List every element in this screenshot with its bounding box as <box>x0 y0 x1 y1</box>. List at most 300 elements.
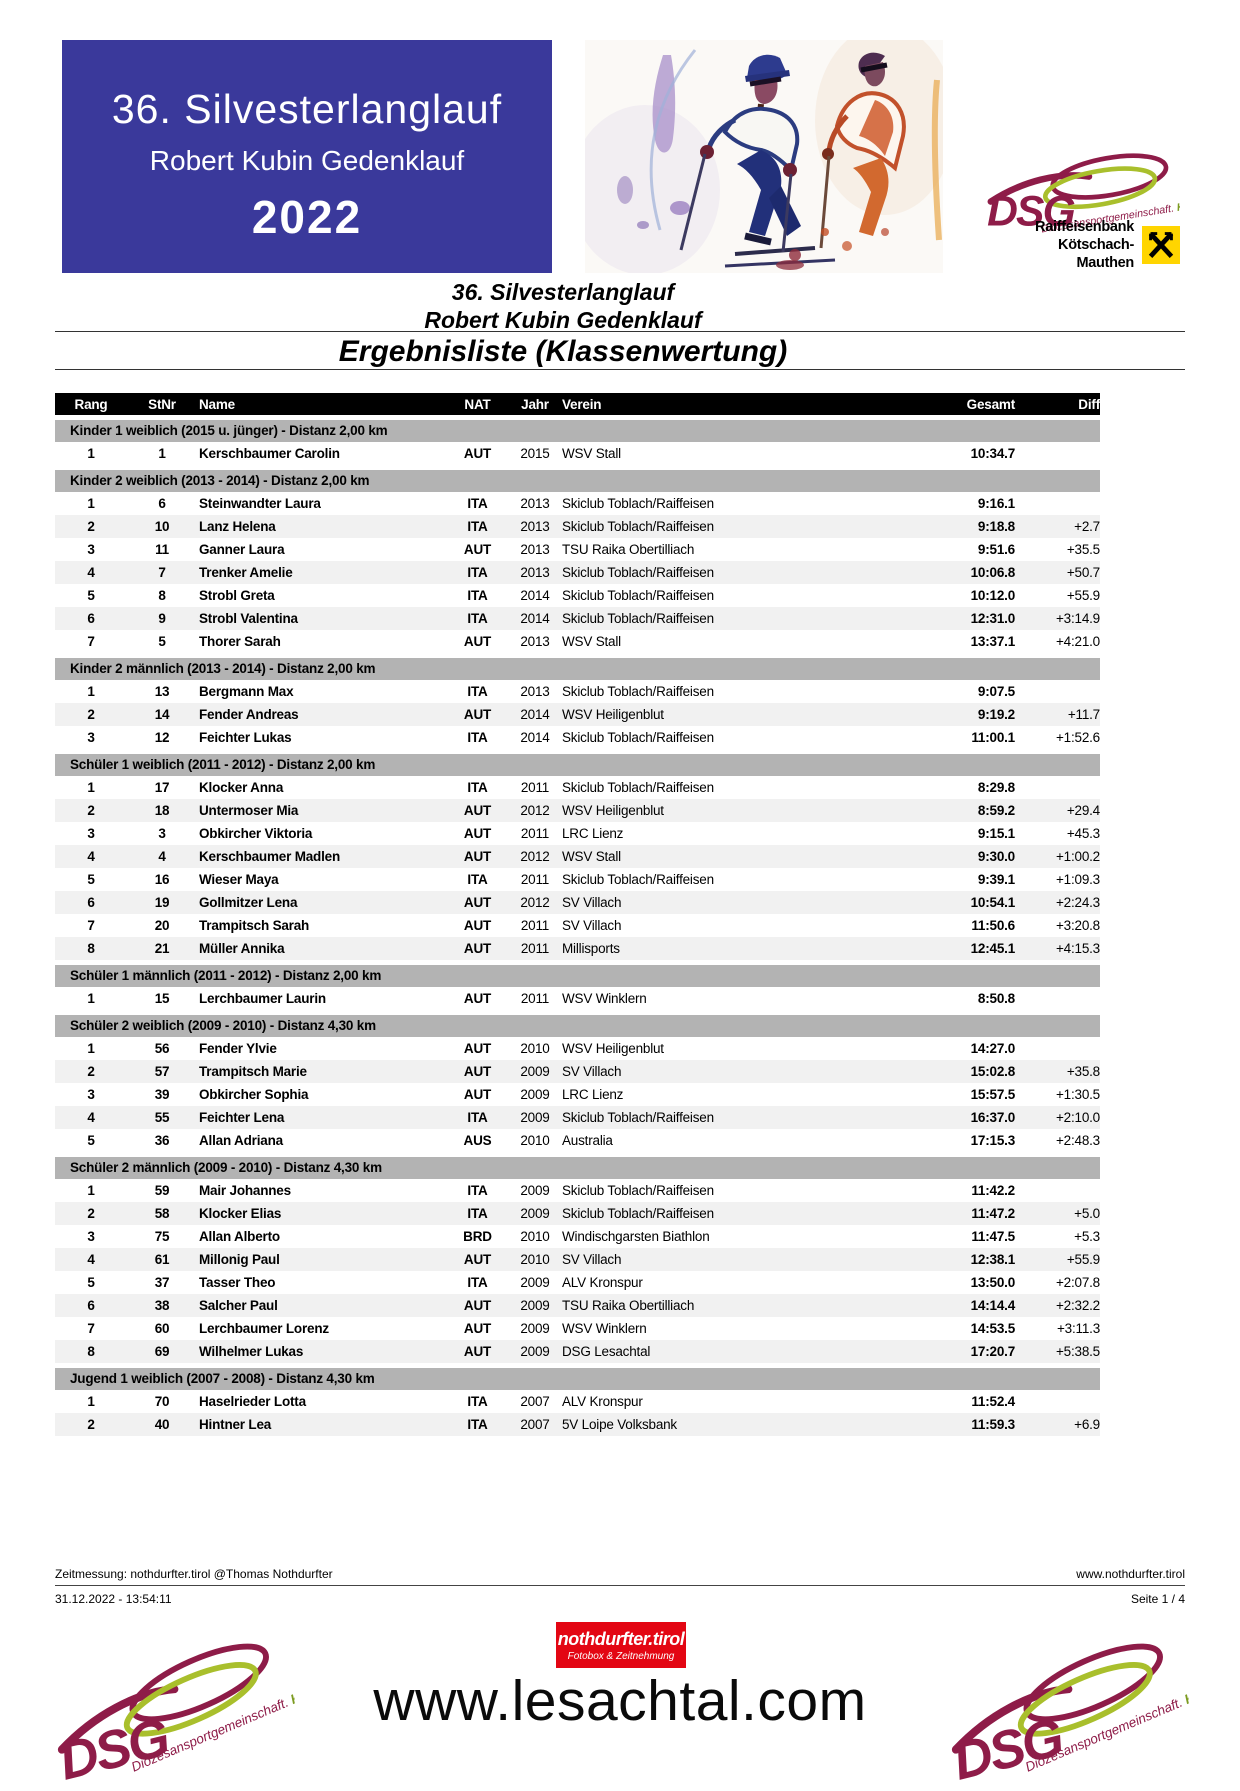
year-cell: 2013 <box>520 519 550 534</box>
total-time-cell: 15:57.5 <box>970 1087 1015 1102</box>
name-cell: Lerchbaumer Lorenz <box>199 1321 329 1336</box>
bib-number-cell: 61 <box>154 1252 170 1267</box>
name-cell: Allan Alberto <box>199 1229 280 1244</box>
total-time-cell: 17:20.7 <box>970 1344 1015 1359</box>
bib-number-cell: 75 <box>154 1229 170 1244</box>
club-cell: SV Villach <box>562 918 622 933</box>
bib-number-cell: 40 <box>154 1417 170 1432</box>
nation-cell: AUT <box>463 803 492 818</box>
nation-cell: AUT <box>463 1252 492 1267</box>
result-row <box>55 1294 1100 1317</box>
col-header-name: Name <box>199 396 235 412</box>
club-cell: 5V Loipe Volksbank <box>562 1417 677 1432</box>
page-number: Seite 1 / 4 <box>1130 1592 1185 1606</box>
nation-cell: AUT <box>463 1087 492 1102</box>
year-cell: 2009 <box>520 1183 550 1198</box>
year-cell: 2014 <box>520 730 550 745</box>
nation-cell: ITA <box>467 684 488 699</box>
year-cell: 2014 <box>520 588 550 603</box>
name-cell: Trenker Amelie <box>199 565 293 580</box>
nation-cell: BRD <box>463 1229 492 1244</box>
rank-cell: 7 <box>87 634 95 649</box>
total-time-cell: 10:06.8 <box>970 565 1015 580</box>
club-cell: LRC Lienz <box>562 1087 624 1102</box>
bib-number-cell: 57 <box>154 1064 170 1079</box>
raiffeisen-logo <box>1012 218 1180 272</box>
col-header-gesamt: Gesamt <box>966 396 1015 412</box>
name-cell: Lerchbaumer Laurin <box>199 991 326 1006</box>
year-cell: 2009 <box>520 1321 550 1336</box>
total-time-cell: 14:14.4 <box>970 1298 1015 1313</box>
club-cell: Skiclub Toblach/Raiffeisen <box>562 780 714 795</box>
year-cell: 2012 <box>520 849 550 864</box>
total-time-cell: 9:39.1 <box>977 872 1015 887</box>
club-cell: Skiclub Toblach/Raiffeisen <box>562 519 714 534</box>
diff-cell: +2:10.0 <box>1055 1110 1100 1125</box>
result-row <box>55 492 1100 515</box>
col-header-rang: Rang <box>74 396 108 412</box>
timing-credit: Zeitmessung: nothdurfter.tirol @Thomas Nothdurfter <box>55 1567 333 1581</box>
club-cell: WSV Stall <box>562 446 621 461</box>
rank-cell: 1 <box>87 780 95 795</box>
divider-line-top <box>55 331 1185 332</box>
nation-cell: AUT <box>463 446 492 461</box>
nation-cell: AUT <box>463 941 492 956</box>
nation-cell: AUT <box>463 991 492 1006</box>
rank-cell: 8 <box>87 1344 95 1359</box>
rank-cell: 1 <box>87 684 95 699</box>
result-row <box>55 1202 1100 1225</box>
club-cell: LRC Lienz <box>562 826 624 841</box>
bib-number-cell: 36 <box>154 1133 170 1148</box>
nation-cell: ITA <box>467 519 488 534</box>
bib-number-cell: 11 <box>155 542 169 557</box>
result-row <box>55 561 1100 584</box>
total-time-cell: 11:47.2 <box>971 1206 1015 1221</box>
name-cell: Wilhelmer Lukas <box>199 1344 304 1359</box>
name-cell: Klocker Elias <box>199 1206 282 1221</box>
result-row <box>55 891 1100 914</box>
result-row <box>55 607 1100 630</box>
total-time-cell: 11:42.2 <box>971 1183 1015 1198</box>
name-cell: Hintner Lea <box>199 1417 272 1432</box>
banner-title: 36. Silvesterlanglauf <box>111 86 503 132</box>
name-cell: Ganner Laura <box>199 542 285 557</box>
result-row <box>55 1340 1100 1363</box>
bib-number-cell: 69 <box>154 1344 170 1359</box>
diff-cell: +55.9 <box>1066 1252 1100 1267</box>
name-cell: Wieser Maya <box>199 872 279 887</box>
name-cell: Allan Adriana <box>199 1133 283 1148</box>
category-bar: Schüler 1 weiblich (2011 - 2012) - Distanz 2,00 km <box>55 754 1100 776</box>
result-row <box>55 845 1100 868</box>
bib-number-cell: 4 <box>158 849 166 864</box>
result-row <box>55 776 1100 799</box>
total-time-cell: 12:45.1 <box>970 941 1015 956</box>
nation-cell: AUT <box>463 707 492 722</box>
rank-cell: 1 <box>87 496 95 511</box>
nation-cell: AUT <box>463 1041 492 1056</box>
name-cell: Millonig Paul <box>199 1252 280 1267</box>
category-bar: Kinder 2 männlich (2013 - 2014) - Distanz 2,00 km <box>55 658 1100 680</box>
year-cell: 2007 <box>520 1417 550 1432</box>
rank-cell: 1 <box>87 1183 95 1198</box>
bib-number-cell: 21 <box>154 941 170 956</box>
category-bar: Schüler 2 weiblich (2009 - 2010) - Distanz 4,30 km <box>55 1015 1100 1037</box>
nation-cell: ITA <box>467 1417 488 1432</box>
bib-number-cell: 39 <box>154 1087 170 1102</box>
year-cell: 2014 <box>520 707 550 722</box>
name-cell: Strobl Valentina <box>199 611 298 626</box>
result-row <box>55 1317 1100 1340</box>
nation-cell: AUT <box>463 895 492 910</box>
name-cell: Haselrieder Lotta <box>199 1394 306 1409</box>
nothdurfter-logo-subtitle: Fotobox & Zeitnehmung <box>567 1650 675 1662</box>
bib-number-cell: 6 <box>158 496 166 511</box>
total-time-cell: 15:02.8 <box>970 1064 1015 1079</box>
print-datetime: 31.12.2022 - 13:54:11 <box>55 1592 172 1606</box>
result-row <box>55 442 1100 465</box>
diff-cell: +29.4 <box>1066 803 1100 818</box>
diff-cell: +5:38.5 <box>1055 1344 1100 1359</box>
club-cell: Australia <box>562 1133 613 1148</box>
banner-subtitle: Robert Kubin Gedenklauf <box>149 145 465 176</box>
club-cell: Skiclub Toblach/Raiffeisen <box>562 565 714 580</box>
total-time-cell: 11:50.6 <box>971 918 1015 933</box>
rank-cell: 1 <box>87 1394 95 1409</box>
nation-cell: ITA <box>467 496 488 511</box>
club-cell: Millisports <box>562 941 620 956</box>
category-bar: Schüler 1 männlich (2011 - 2012) - Distanz 2,00 km <box>55 965 1100 987</box>
year-cell: 2007 <box>520 1394 550 1409</box>
total-time-cell: 10:34.7 <box>970 446 1015 461</box>
rank-cell: 2 <box>87 1206 95 1221</box>
nation-cell: ITA <box>467 1183 488 1198</box>
name-cell: Lanz Helena <box>199 519 276 534</box>
club-cell: Skiclub Toblach/Raiffeisen <box>562 1206 714 1221</box>
club-cell: WSV Heiligenblut <box>562 803 664 818</box>
club-cell: WSV Stall <box>562 849 621 864</box>
nation-cell: ITA <box>467 730 488 745</box>
club-cell: TSU Raika Obertilliach <box>562 1298 695 1313</box>
nation-cell: AUT <box>463 1298 492 1313</box>
bib-number-cell: 18 <box>154 803 170 818</box>
year-cell: 2009 <box>520 1110 550 1125</box>
category-bar: Schüler 2 männlich (2009 - 2010) - Distanz 4,30 km <box>55 1157 1100 1179</box>
total-time-cell: 12:38.1 <box>970 1252 1015 1267</box>
result-row <box>55 1179 1100 1202</box>
result-row <box>55 1390 1100 1413</box>
nation-cell: ITA <box>467 1394 488 1409</box>
total-time-cell: 11:00.1 <box>971 730 1015 745</box>
result-row <box>55 868 1100 891</box>
club-cell: Skiclub Toblach/Raiffeisen <box>562 684 714 699</box>
diff-cell: +35.5 <box>1066 542 1100 557</box>
diff-cell: +1:30.5 <box>1055 1087 1100 1102</box>
nation-cell: AUT <box>463 634 492 649</box>
diff-cell: +55.9 <box>1066 588 1100 603</box>
nation-cell: ITA <box>467 588 488 603</box>
result-row <box>55 726 1100 749</box>
rank-cell: 1 <box>87 1041 95 1056</box>
col-header-nat: NAT <box>464 396 491 412</box>
club-cell: DSG Lesachtal <box>562 1344 651 1359</box>
year-cell: 2013 <box>520 684 550 699</box>
club-cell: Skiclub Toblach/Raiffeisen <box>562 496 714 511</box>
result-row <box>55 584 1100 607</box>
result-row <box>55 703 1100 726</box>
nation-cell: AUT <box>463 1064 492 1079</box>
result-row <box>55 1248 1100 1271</box>
bib-number-cell: 58 <box>154 1206 170 1221</box>
name-cell: Gollmitzer Lena <box>199 895 298 910</box>
rank-cell: 2 <box>87 1417 95 1432</box>
result-row <box>55 1413 1100 1436</box>
diff-cell: +1:00.2 <box>1055 849 1100 864</box>
diff-cell: +4:15.3 <box>1055 941 1100 956</box>
year-cell: 2010 <box>520 1041 550 1056</box>
name-cell: Feichter Lukas <box>199 730 292 745</box>
year-cell: 2009 <box>520 1087 550 1102</box>
total-time-cell: 16:37.0 <box>970 1110 1015 1125</box>
lesachtal-url: www.lesachtal.com <box>373 1669 867 1733</box>
club-cell: WSV Stall <box>562 634 621 649</box>
total-time-cell: 9:30.0 <box>977 849 1015 864</box>
result-row <box>55 914 1100 937</box>
nothdurfter-logo <box>556 1622 686 1668</box>
bib-number-cell: 5 <box>158 634 166 649</box>
club-cell: Skiclub Toblach/Raiffeisen <box>562 1183 714 1198</box>
diff-cell: +50.7 <box>1066 565 1100 580</box>
name-cell: Fender Ylvie <box>199 1041 277 1056</box>
result-row <box>55 987 1100 1010</box>
club-cell: SV Villach <box>562 895 622 910</box>
result-row <box>55 515 1100 538</box>
year-cell: 2010 <box>520 1133 550 1148</box>
bib-number-cell: 20 <box>154 918 170 933</box>
nation-cell: AUT <box>463 1321 492 1336</box>
result-row <box>55 937 1100 960</box>
diff-cell: +4:21.0 <box>1055 634 1100 649</box>
result-row <box>55 680 1100 703</box>
nation-cell: AUT <box>463 1344 492 1359</box>
rank-cell: 2 <box>87 707 95 722</box>
nation-cell: ITA <box>467 611 488 626</box>
nation-cell: ITA <box>467 780 488 795</box>
diff-cell: +2:48.3 <box>1055 1133 1100 1148</box>
bib-number-cell: 37 <box>154 1275 170 1290</box>
raiffeisen-gable-cross-icon <box>1142 226 1180 264</box>
bib-number-cell: 55 <box>154 1110 170 1125</box>
club-cell: ALV Kronspur <box>562 1394 643 1409</box>
year-cell: 2015 <box>520 446 550 461</box>
rank-cell: 3 <box>87 1229 95 1244</box>
name-cell: Steinwandter Laura <box>199 496 321 511</box>
club-cell: TSU Raika Obertilliach <box>562 542 695 557</box>
nation-cell: AUT <box>463 542 492 557</box>
bib-number-cell: 12 <box>154 730 170 745</box>
diff-cell: +1:09.3 <box>1055 872 1100 887</box>
nation-cell: AUT <box>463 826 492 841</box>
diff-cell: +45.3 <box>1066 826 1100 841</box>
result-row <box>55 1129 1100 1152</box>
rank-cell: 5 <box>87 1133 95 1148</box>
total-time-cell: 14:27.0 <box>970 1041 1015 1056</box>
club-cell: Skiclub Toblach/Raiffeisen <box>562 872 714 887</box>
nation-cell: ITA <box>467 872 488 887</box>
diff-cell: +5.0 <box>1074 1206 1100 1221</box>
total-time-cell: 11:59.3 <box>971 1417 1015 1432</box>
club-cell: SV Villach <box>562 1064 622 1079</box>
bib-number-cell: 60 <box>154 1321 170 1336</box>
bib-number-cell: 7 <box>158 565 166 580</box>
year-cell: 2009 <box>520 1064 550 1079</box>
rank-cell: 3 <box>87 730 95 745</box>
rank-cell: 5 <box>87 588 95 603</box>
diff-cell: +11.7 <box>1067 707 1100 722</box>
category-bar: Jugend 1 weiblich (2007 - 2008) - Distanz 4,30 km <box>55 1368 1100 1390</box>
name-cell: Trampitsch Sarah <box>199 918 310 933</box>
divider-line-bottom <box>55 369 1185 370</box>
nation-cell: ITA <box>467 1206 488 1221</box>
result-row <box>55 630 1100 653</box>
result-row <box>55 1271 1100 1294</box>
raiffeisen-line1: Raiffeisenbank <box>1035 219 1134 235</box>
club-cell: Skiclub Toblach/Raiffeisen <box>562 611 714 626</box>
diff-cell: +3:11.3 <box>1056 1321 1100 1336</box>
result-row <box>55 538 1100 561</box>
result-row <box>55 1083 1100 1106</box>
doc-title-line2: Robert Kubin Gedenklauf <box>424 307 702 333</box>
table-header-row <box>55 393 1100 415</box>
rank-cell: 3 <box>87 542 95 557</box>
total-time-cell: 8:50.8 <box>977 991 1015 1006</box>
diff-cell: +2.7 <box>1074 519 1100 534</box>
rank-cell: 2 <box>87 519 95 534</box>
name-cell: Trampitsch Marie <box>199 1064 307 1079</box>
total-time-cell: 9:18.8 <box>977 519 1015 534</box>
name-cell: Thorer Sarah <box>199 634 281 649</box>
total-time-cell: 9:15.1 <box>977 826 1015 841</box>
diff-cell: +35.8 <box>1066 1064 1100 1079</box>
timing-website: www.nothdurfter.tirol <box>1076 1567 1185 1581</box>
name-cell: Kerschbaumer Carolin <box>199 446 340 461</box>
doc-title-line1: 36. Silvesterlanglauf <box>451 279 675 305</box>
name-cell: Fender Andreas <box>199 707 299 722</box>
rank-cell: 5 <box>87 1275 95 1290</box>
dsg-logo <box>38 1624 303 1791</box>
name-cell: Feichter Lena <box>199 1110 285 1125</box>
rank-cell: 3 <box>87 826 95 841</box>
club-cell: ALV Kronspur <box>562 1275 643 1290</box>
nothdurfter-logo-title: nothdurfter.tirol <box>557 1628 685 1649</box>
result-row <box>55 1060 1100 1083</box>
doc-title-results: Ergebnisliste (Klassenwertung) <box>338 335 788 368</box>
name-cell: Klocker Anna <box>199 780 284 795</box>
year-cell: 2013 <box>520 565 550 580</box>
category-bar: Kinder 2 weiblich (2013 - 2014) - Distanz 2,00 km <box>55 470 1100 492</box>
nation-cell: ITA <box>467 1110 488 1125</box>
nation-cell: ITA <box>467 1275 488 1290</box>
rank-cell: 6 <box>87 611 95 626</box>
col-header-stnr: StNr <box>148 396 176 412</box>
diff-cell: +6.9 <box>1074 1417 1100 1432</box>
diff-cell: +2:32.2 <box>1055 1298 1100 1313</box>
club-cell: WSV Heiligenblut <box>562 1041 664 1056</box>
total-time-cell: 9:07.5 <box>977 684 1015 699</box>
year-cell: 2013 <box>520 496 550 511</box>
name-cell: Kerschbaumer Madlen <box>199 849 340 864</box>
bib-number-cell: 14 <box>154 707 170 722</box>
result-row <box>55 822 1100 845</box>
bib-number-cell: 59 <box>154 1183 170 1198</box>
year-cell: 2013 <box>520 542 550 557</box>
club-cell: WSV Heiligenblut <box>562 707 664 722</box>
total-time-cell: 8:59.2 <box>977 803 1015 818</box>
year-cell: 2011 <box>520 918 550 933</box>
year-cell: 2011 <box>520 826 550 841</box>
rank-cell: 1 <box>87 446 95 461</box>
bib-number-cell: 70 <box>154 1394 170 1409</box>
total-time-cell: 9:19.2 <box>977 707 1015 722</box>
col-header-verein: Verein <box>562 396 602 412</box>
year-cell: 2013 <box>520 634 550 649</box>
name-cell: Tasser Theo <box>199 1275 276 1290</box>
total-time-cell: 10:54.1 <box>970 895 1015 910</box>
rank-cell: 2 <box>87 1064 95 1079</box>
year-cell: 2014 <box>520 611 550 626</box>
total-time-cell: 17:15.3 <box>970 1133 1015 1148</box>
bib-number-cell: 13 <box>154 684 170 699</box>
bib-number-cell: 38 <box>154 1298 170 1313</box>
rank-cell: 7 <box>87 918 95 933</box>
bib-number-cell: 16 <box>154 872 170 887</box>
year-cell: 2010 <box>520 1229 550 1244</box>
rank-cell: 6 <box>87 1298 95 1313</box>
year-cell: 2009 <box>520 1344 550 1359</box>
nation-cell: AUT <box>463 849 492 864</box>
year-cell: 2011 <box>520 780 550 795</box>
club-cell: SV Villach <box>562 1252 622 1267</box>
nation-cell: ITA <box>467 565 488 580</box>
year-cell: 2011 <box>520 872 550 887</box>
dsg-logo <box>932 1624 1197 1791</box>
total-time-cell: 9:51.6 <box>977 542 1015 557</box>
bib-number-cell: 19 <box>154 895 170 910</box>
total-time-cell: 14:53.5 <box>970 1321 1015 1336</box>
name-cell: Obkircher Sophia <box>199 1087 309 1102</box>
bib-number-cell: 10 <box>154 519 170 534</box>
event-banner <box>62 40 552 273</box>
year-cell: 2011 <box>520 991 550 1006</box>
name-cell: Salcher Paul <box>199 1298 278 1313</box>
rank-cell: 7 <box>87 1321 95 1336</box>
result-row <box>55 799 1100 822</box>
total-time-cell: 11:52.4 <box>971 1394 1015 1409</box>
name-cell: Strobl Greta <box>199 588 275 603</box>
bib-number-cell: 56 <box>154 1041 170 1056</box>
total-time-cell: 12:31.0 <box>970 611 1015 626</box>
nation-cell: AUT <box>463 918 492 933</box>
category-bar: Kinder 1 weiblich (2015 u. jünger) - Distanz 2,00 km <box>55 420 1100 442</box>
total-time-cell: 10:12.0 <box>970 588 1015 603</box>
rank-cell: 6 <box>87 895 95 910</box>
year-cell: 2012 <box>520 895 550 910</box>
bib-number-cell: 15 <box>154 991 170 1006</box>
name-cell: Bergmann Max <box>199 684 294 699</box>
rank-cell: 4 <box>87 1110 95 1125</box>
name-cell: Obkircher Viktoria <box>199 826 313 841</box>
